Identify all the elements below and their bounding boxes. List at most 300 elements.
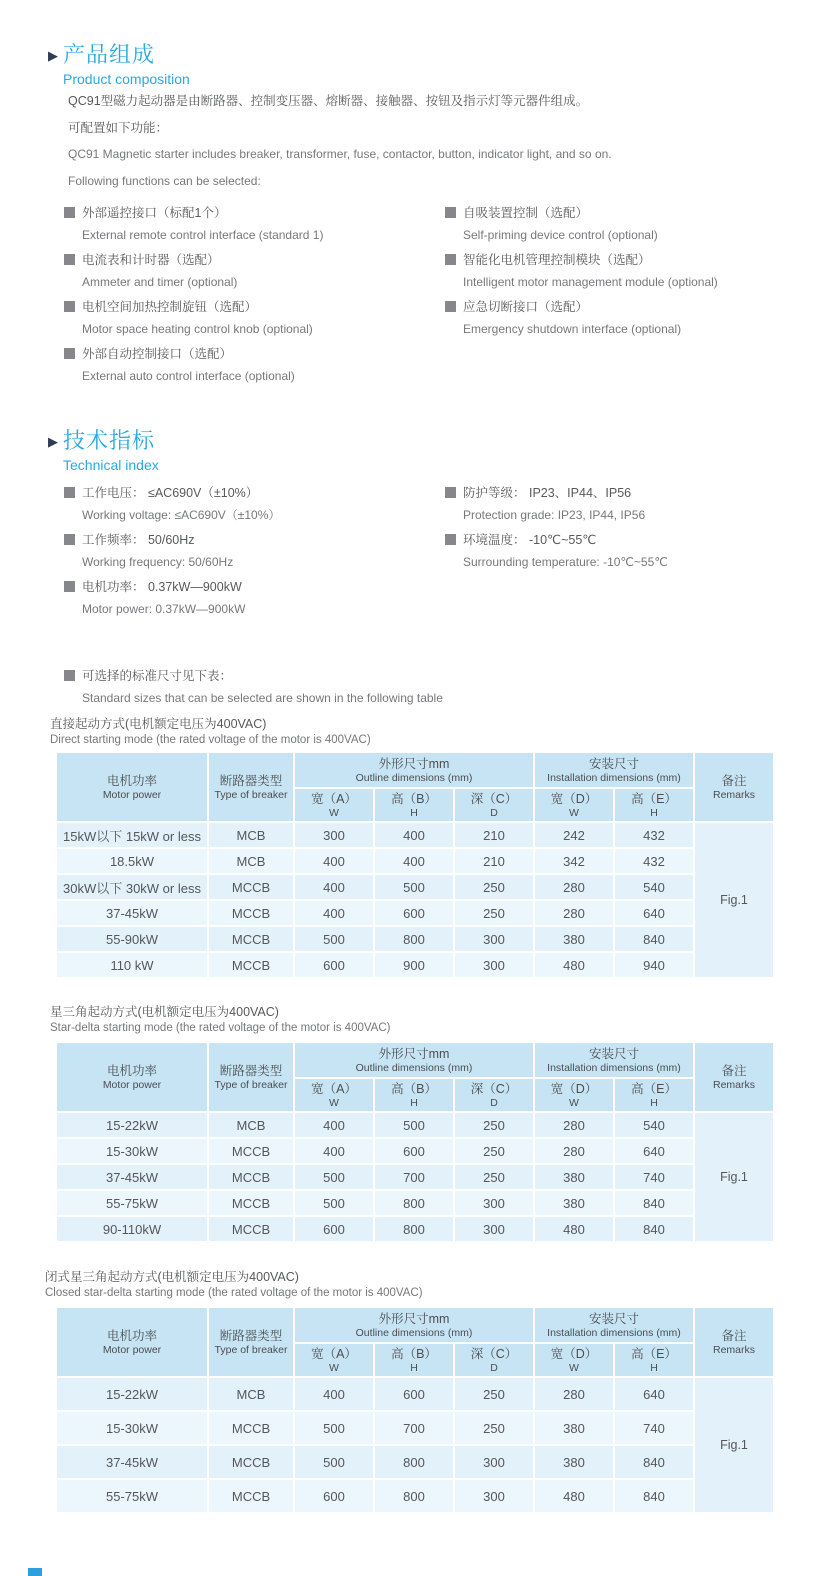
table-cell: 500	[295, 1165, 373, 1189]
list-item	[445, 483, 815, 526]
table-cell: 210	[455, 849, 533, 873]
section-title-cn: 技术指标	[63, 428, 156, 453]
table-cell: MCB	[209, 849, 293, 873]
table-cell: 500	[295, 1412, 373, 1444]
table-row	[57, 927, 773, 951]
spec-list-left	[64, 483, 434, 624]
col-breaker-type-en: Type of breaker	[214, 1343, 288, 1356]
table-cell: MCCB	[209, 875, 293, 899]
table-cell: 800	[375, 1191, 453, 1215]
col-remarks-en: Remarks	[712, 1078, 755, 1091]
item-label-cn: 外部自动控制接口（选配）	[82, 347, 233, 361]
col-breaker-type	[209, 1043, 293, 1111]
group-installation-dimensions-cn: 安装尺寸	[588, 756, 639, 771]
feature-list-right	[445, 203, 815, 344]
table-row	[57, 1165, 773, 1189]
table-cell: 37-45kW	[57, 1446, 207, 1478]
list-item	[64, 577, 434, 620]
table-cell: MCB	[209, 1113, 293, 1137]
item-label-cn: 应急切断接口（选配）	[463, 300, 589, 314]
item-text-cn	[64, 297, 434, 318]
col-remarks-cn: 备注	[721, 1063, 747, 1078]
table-header-row	[57, 753, 773, 787]
item-text-cn	[64, 577, 434, 598]
table-cell: 280	[535, 875, 613, 899]
subcol-d-cn: 深（C）	[470, 1346, 518, 1361]
subcol-h	[615, 1079, 693, 1111]
col-motor-power	[57, 753, 207, 821]
subcol-w-cn: 宽（A）	[311, 791, 357, 806]
table-cell: 37-45kW	[57, 901, 207, 925]
item-text-cn	[445, 530, 815, 551]
section-header-product-composition	[48, 42, 190, 89]
item-label-cn: 环境温度： -10℃~55℃	[463, 533, 597, 547]
square-bullet-icon	[445, 254, 456, 265]
table-cell: 400	[295, 875, 373, 899]
subcol-w-cn: 宽（A）	[311, 1081, 357, 1096]
item-text-cn	[445, 297, 815, 318]
table-cell: 500	[295, 1446, 373, 1478]
table-cell: 800	[375, 1480, 453, 1512]
caption-cn: 闭式星三角起动方式(电机额定电压为400VAC)	[45, 1270, 299, 1284]
subcol-w-cn: 宽（A）	[311, 1346, 357, 1361]
table-cell: 210	[455, 823, 533, 847]
table-cell: 840	[615, 1446, 693, 1478]
subcol-d-cn: 深（C）	[470, 1081, 518, 1096]
table-cell: 300	[295, 823, 373, 847]
subcol-w-cn: 宽（D）	[550, 1346, 598, 1361]
table-cell: MCCB	[209, 1139, 293, 1163]
item-label-cn: 外部遥控接口（标配1个）	[82, 206, 227, 220]
col-breaker-type-cn: 断路器类型	[219, 1328, 283, 1343]
subcol-d	[455, 789, 533, 821]
subcol-h-en: H	[410, 1096, 418, 1109]
triangle-bullet-icon: ▶	[48, 434, 58, 449]
table-row	[57, 1412, 773, 1444]
item-text-cn	[445, 483, 815, 504]
table-cell: 480	[535, 1217, 613, 1241]
subcol-h-cn: 高（B）	[391, 1081, 437, 1096]
table-cell: 400	[295, 1113, 373, 1137]
list-item	[64, 203, 434, 246]
table-cell: 15-30kW	[57, 1412, 207, 1444]
intro-line: 可配置如下功能：	[68, 120, 169, 135]
table-cell: 242	[535, 823, 613, 847]
group-outline-dimensions-en: Outline dimensions (mm)	[355, 771, 473, 784]
subcol-w	[295, 789, 373, 821]
list-item	[64, 483, 434, 526]
item-label-en: Surrounding temperature: -10℃~55℃	[463, 555, 668, 569]
square-bullet-icon	[64, 534, 75, 545]
col-motor-power-en: Motor power	[102, 788, 162, 801]
table-cell: 280	[535, 1378, 613, 1410]
item-label-en: Emergency shutdown interface (optional)	[463, 322, 682, 336]
table-cell: 300	[455, 1191, 533, 1215]
direct-starting-table	[55, 751, 775, 979]
group-outline-dimensions-en: Outline dimensions (mm)	[355, 1061, 473, 1074]
table-cell: 250	[455, 1113, 533, 1137]
table-cell: MCCB	[209, 953, 293, 977]
table-cell: 600	[295, 953, 373, 977]
square-bullet-icon	[64, 348, 75, 359]
intro-line: Following functions can be selected:	[68, 173, 261, 188]
caption-cn: 星三角起动方式(电机额定电压为400VAC)	[50, 1005, 279, 1019]
table-cell: 30kW以下 30kW or less	[57, 875, 207, 899]
col-motor-power-en: Motor power	[102, 1343, 162, 1356]
subcol-d-en: D	[490, 1096, 498, 1109]
closed-star-delta-table	[55, 1306, 775, 1514]
table-cell: 600	[375, 901, 453, 925]
table-cell: 300	[455, 1480, 533, 1512]
table-cell: 380	[535, 1446, 613, 1478]
subcol-h-cn: 高（E）	[631, 1081, 677, 1096]
square-bullet-icon	[64, 301, 75, 312]
col-motor-power-cn: 电机功率	[106, 773, 157, 788]
subcol-w	[535, 789, 613, 821]
subcol-w-en: W	[569, 1361, 579, 1374]
triangle-bullet-icon: ▶	[48, 48, 58, 63]
table-row	[57, 875, 773, 899]
col-motor-power-en: Motor power	[102, 1078, 162, 1091]
item-text-cn	[64, 530, 434, 551]
table-cell: 800	[375, 1217, 453, 1241]
item-label-cn: 自吸装置控制（选配）	[463, 206, 589, 220]
subcol-h-cn: 高（B）	[391, 1346, 437, 1361]
list-item	[64, 530, 434, 573]
table-cell: 940	[615, 953, 693, 977]
table-row	[57, 1480, 773, 1512]
table-cell: 342	[535, 849, 613, 873]
table-cell: 55-75kW	[57, 1480, 207, 1512]
col-motor-power	[57, 1043, 207, 1111]
intro-line: QC91 Magnetic starter includes breaker, transformer, fuse, contactor, button, indicator light, and so on.	[68, 147, 612, 161]
col-breaker-type	[209, 753, 293, 821]
item-label-cn: 电流表和计时器（选配）	[82, 253, 220, 267]
table-row	[57, 849, 773, 873]
group-installation-dimensions-cn: 安装尺寸	[588, 1046, 639, 1061]
table-cell: 400	[295, 1139, 373, 1163]
table-cell: 840	[615, 1480, 693, 1512]
square-bullet-icon	[445, 534, 456, 545]
table-cell: MCB	[209, 823, 293, 847]
table-row	[57, 823, 773, 847]
table-cell: 900	[375, 953, 453, 977]
table-cell: MCCB	[209, 901, 293, 925]
col-remarks-en: Remarks	[712, 788, 755, 801]
subcol-w-en: W	[329, 806, 339, 819]
table-cell: 640	[615, 1378, 693, 1410]
table-cell: 18.5kW	[57, 849, 207, 873]
table-cell: MCCB	[209, 1165, 293, 1189]
caption-cn: 直接起动方式(电机额定电压为400VAC)	[50, 717, 267, 731]
table-cell: 300	[455, 1217, 533, 1241]
subcol-d	[455, 1344, 533, 1376]
subcol-w	[535, 1079, 613, 1111]
table-cell: 90-110kW	[57, 1217, 207, 1241]
col-breaker-type-en: Type of breaker	[214, 788, 288, 801]
item-label-en: Protection grade: IP23, IP44, IP56	[463, 508, 646, 522]
item-label-en: Intelligent motor management module (optional)	[463, 275, 718, 289]
col-motor-power-cn: 电机功率	[106, 1063, 157, 1078]
group-installation-dimensions	[535, 1308, 693, 1342]
list-item	[64, 344, 434, 387]
square-bullet-icon	[64, 581, 75, 592]
list-item	[445, 203, 815, 246]
item-text-cn	[64, 250, 434, 271]
subcol-h	[615, 1344, 693, 1376]
list-item	[445, 530, 815, 573]
item-label-en: External auto control interface (optional)	[82, 369, 295, 383]
item-label-cn: 电机空间加热控制旋钮（选配）	[82, 300, 258, 314]
table-cell: MCCB	[209, 927, 293, 951]
item-label-en: Working frequency: 50/60Hz	[82, 555, 234, 569]
table-cell: 15-22kW	[57, 1113, 207, 1137]
caption-en: Direct starting mode (the rated voltage of the motor is 400VAC)	[50, 734, 371, 746]
table-cell: 250	[455, 1412, 533, 1444]
table-row	[57, 901, 773, 925]
group-outline-dimensions-cn: 外形尺寸mm	[378, 1046, 450, 1061]
group-installation-dimensions-en: Installation dimensions (mm)	[547, 771, 681, 784]
table-cell: MCCB	[209, 1480, 293, 1512]
table-cell: 800	[375, 927, 453, 951]
subcol-h-cn: 高（E）	[631, 791, 677, 806]
table-cell: 37-45kW	[57, 1165, 207, 1189]
table-cell: 55-90kW	[57, 927, 207, 951]
subcol-h-en: H	[410, 1361, 418, 1374]
subcol-h-en: H	[650, 806, 658, 819]
subcol-d	[455, 1079, 533, 1111]
table-cell: 480	[535, 1480, 613, 1512]
table-cell: 600	[295, 1480, 373, 1512]
table-cell: 740	[615, 1165, 693, 1189]
group-installation-dimensions	[535, 1043, 693, 1077]
table-cell: 55-75kW	[57, 1191, 207, 1215]
table-cell: MCCB	[209, 1191, 293, 1215]
table-cell: 700	[375, 1412, 453, 1444]
table-cell: 15-22kW	[57, 1378, 207, 1410]
table-header-row	[57, 1308, 773, 1342]
subcol-w-en: W	[329, 1096, 339, 1109]
subcol-h-en: H	[410, 806, 418, 819]
table-cell: 700	[375, 1165, 453, 1189]
group-outline-dimensions	[295, 1308, 533, 1342]
subcol-w	[535, 1344, 613, 1376]
col-remarks	[695, 1308, 773, 1376]
note-text-en: Standard sizes that can be selected are shown in the following table	[82, 691, 443, 705]
table-cell: MCCB	[209, 1446, 293, 1478]
group-outline-dimensions	[295, 1043, 533, 1077]
list-item	[64, 250, 434, 293]
intro-paragraph	[68, 88, 612, 194]
list-item	[445, 250, 815, 293]
col-motor-power	[57, 1308, 207, 1376]
group-outline-dimensions-cn: 外形尺寸mm	[378, 1311, 450, 1326]
caption-en: Closed star-delta starting mode (the rated voltage of the motor is 400VAC)	[45, 1287, 423, 1299]
subcol-w	[295, 1079, 373, 1111]
table-cell: 840	[615, 1217, 693, 1241]
table-cell: 380	[535, 1191, 613, 1215]
item-text-cn	[64, 203, 434, 224]
col-breaker-type-cn: 断路器类型	[219, 1063, 283, 1078]
standard-sizes-note	[64, 666, 443, 709]
page-corner-mark	[28, 1568, 42, 1576]
subcol-w-en: W	[569, 1096, 579, 1109]
table-row	[57, 953, 773, 977]
table-cell: 600	[375, 1139, 453, 1163]
note-text-cn: 可选择的标准尺寸见下表：	[82, 669, 233, 683]
table-cell: 250	[455, 1165, 533, 1189]
col-breaker-type-cn: 断路器类型	[219, 773, 283, 788]
intro-line: QC91型磁力起动器是由断路器、控制变压器、熔断器、接触器、按钮及指示灯等元器件组成。	[68, 94, 589, 108]
group-outline-dimensions-en: Outline dimensions (mm)	[355, 1326, 473, 1339]
item-label-cn: 智能化电机管理控制模块（选配）	[463, 253, 651, 267]
square-bullet-icon	[445, 207, 456, 218]
table-cell: 15kW以下 15kW or less	[57, 823, 207, 847]
table-cell: 840	[615, 927, 693, 951]
table-cell: 300	[455, 927, 533, 951]
group-outline-dimensions	[295, 753, 533, 787]
col-remarks-cn: 备注	[721, 1328, 747, 1343]
table-cell: 250	[455, 1378, 533, 1410]
section-title-en: Product composition	[63, 71, 190, 87]
table-cell: MCCB	[209, 1217, 293, 1241]
table-cell: 280	[535, 901, 613, 925]
group-installation-dimensions	[535, 753, 693, 787]
subcol-h-cn: 高（B）	[391, 791, 437, 806]
table-cell: 480	[535, 953, 613, 977]
table-cell: 500	[375, 1113, 453, 1137]
section-title-en: Technical index	[63, 457, 159, 473]
table-row	[57, 1139, 773, 1163]
feature-list-left	[64, 203, 434, 391]
table-cell: 250	[455, 875, 533, 899]
item-label-en: External remote control interface (standard 1)	[82, 228, 324, 242]
table-cell: 280	[535, 1113, 613, 1137]
caption-en: Star-delta starting mode (the rated voltage of the motor is 400VAC)	[50, 1022, 391, 1034]
subcol-h-en: H	[650, 1361, 658, 1374]
subcol-d-en: D	[490, 806, 498, 819]
list-item	[445, 297, 815, 340]
col-motor-power-cn: 电机功率	[106, 1328, 157, 1343]
col-breaker-type-en: Type of breaker	[214, 1078, 288, 1091]
table-caption-direct-starting	[50, 716, 371, 748]
item-text-cn	[64, 483, 434, 504]
subcol-d-cn: 深（C）	[470, 791, 518, 806]
table-cell: 840	[615, 1191, 693, 1215]
subcol-w-en: W	[329, 1361, 339, 1374]
item-label-en: Motor space heating control knob (optional)	[82, 322, 313, 336]
item-label-en: Working voltage: ≤AC690V（±10%）	[82, 508, 281, 522]
item-label-en: Ammeter and timer (optional)	[82, 275, 238, 289]
square-bullet-icon	[64, 254, 75, 265]
square-bullet-icon	[64, 207, 75, 218]
table-cell: 380	[535, 1165, 613, 1189]
subcol-d-en: D	[490, 1361, 498, 1374]
item-label-en: Self-priming device control (optional)	[463, 228, 658, 242]
table-cell: 110 kW	[57, 953, 207, 977]
col-remarks	[695, 1043, 773, 1111]
subcol-h	[375, 1079, 453, 1111]
item-text-cn	[64, 344, 434, 365]
table-cell: 600	[295, 1217, 373, 1241]
remark-cell: Fig.1	[695, 823, 773, 977]
square-bullet-icon	[445, 301, 456, 312]
subcol-h-cn: 高（E）	[631, 1346, 677, 1361]
subcol-h	[375, 789, 453, 821]
table-cell: 500	[295, 927, 373, 951]
subcol-w	[295, 1344, 373, 1376]
table-cell: 540	[615, 875, 693, 899]
subcol-w-cn: 宽（D）	[550, 1081, 598, 1096]
subcol-h	[615, 789, 693, 821]
group-installation-dimensions-cn: 安装尺寸	[588, 1311, 639, 1326]
remark-cell: Fig.1	[695, 1378, 773, 1512]
table-cell: 280	[535, 1139, 613, 1163]
item-label-en: Motor power: 0.37kW—900kW	[82, 602, 246, 616]
table-cell: 380	[535, 927, 613, 951]
table-row	[57, 1113, 773, 1137]
table-cell: 432	[615, 823, 693, 847]
col-breaker-type	[209, 1308, 293, 1376]
table-cell: 540	[615, 1113, 693, 1137]
table-row	[57, 1446, 773, 1478]
col-remarks-en: Remarks	[712, 1343, 755, 1356]
item-label-cn: 防护等级： IP23、IP44、IP56	[463, 486, 632, 500]
square-bullet-icon	[445, 487, 456, 498]
table-cell: 640	[615, 1139, 693, 1163]
col-remarks-cn: 备注	[721, 773, 747, 788]
table-cell: 400	[295, 1378, 373, 1410]
table-cell: 400	[295, 901, 373, 925]
item-label-cn: 电机功率： 0.37kW—900kW	[82, 580, 242, 594]
table-row	[57, 1378, 773, 1410]
group-outline-dimensions-cn: 外形尺寸mm	[378, 756, 450, 771]
subcol-w-cn: 宽（D）	[550, 791, 598, 806]
group-installation-dimensions-en: Installation dimensions (mm)	[547, 1326, 681, 1339]
group-installation-dimensions-en: Installation dimensions (mm)	[547, 1061, 681, 1074]
spec-list-right	[445, 483, 815, 577]
table-cell: 432	[615, 849, 693, 873]
subcol-h-en: H	[650, 1096, 658, 1109]
subcol-h	[375, 1344, 453, 1376]
table-cell: 400	[375, 849, 453, 873]
table-header-row	[57, 1043, 773, 1077]
table-cell: 380	[535, 1412, 613, 1444]
section-header-technical-index	[48, 428, 159, 475]
table-cell: MCB	[209, 1378, 293, 1410]
table-cell: 600	[375, 1378, 453, 1410]
star-delta-table	[55, 1041, 775, 1243]
table-cell: MCCB	[209, 1412, 293, 1444]
table-caption-closed-star-delta	[45, 1269, 423, 1301]
table-caption-star-delta	[50, 1004, 391, 1036]
table-row	[57, 1191, 773, 1215]
table-cell: 500	[295, 1191, 373, 1215]
table-cell: 640	[615, 901, 693, 925]
square-bullet-icon	[64, 487, 75, 498]
table-cell: 250	[455, 1139, 533, 1163]
section-title-cn: 产品组成	[63, 42, 156, 67]
table-cell: 500	[375, 875, 453, 899]
table-cell: 250	[455, 901, 533, 925]
item-text-cn	[445, 250, 815, 271]
table-row	[57, 1217, 773, 1241]
list-item	[64, 297, 434, 340]
subcol-w-en: W	[569, 806, 579, 819]
item-label-cn: 工作电压： ≤AC690V（±10%）	[82, 486, 259, 500]
table-cell: 740	[615, 1412, 693, 1444]
table-cell: 400	[375, 823, 453, 847]
